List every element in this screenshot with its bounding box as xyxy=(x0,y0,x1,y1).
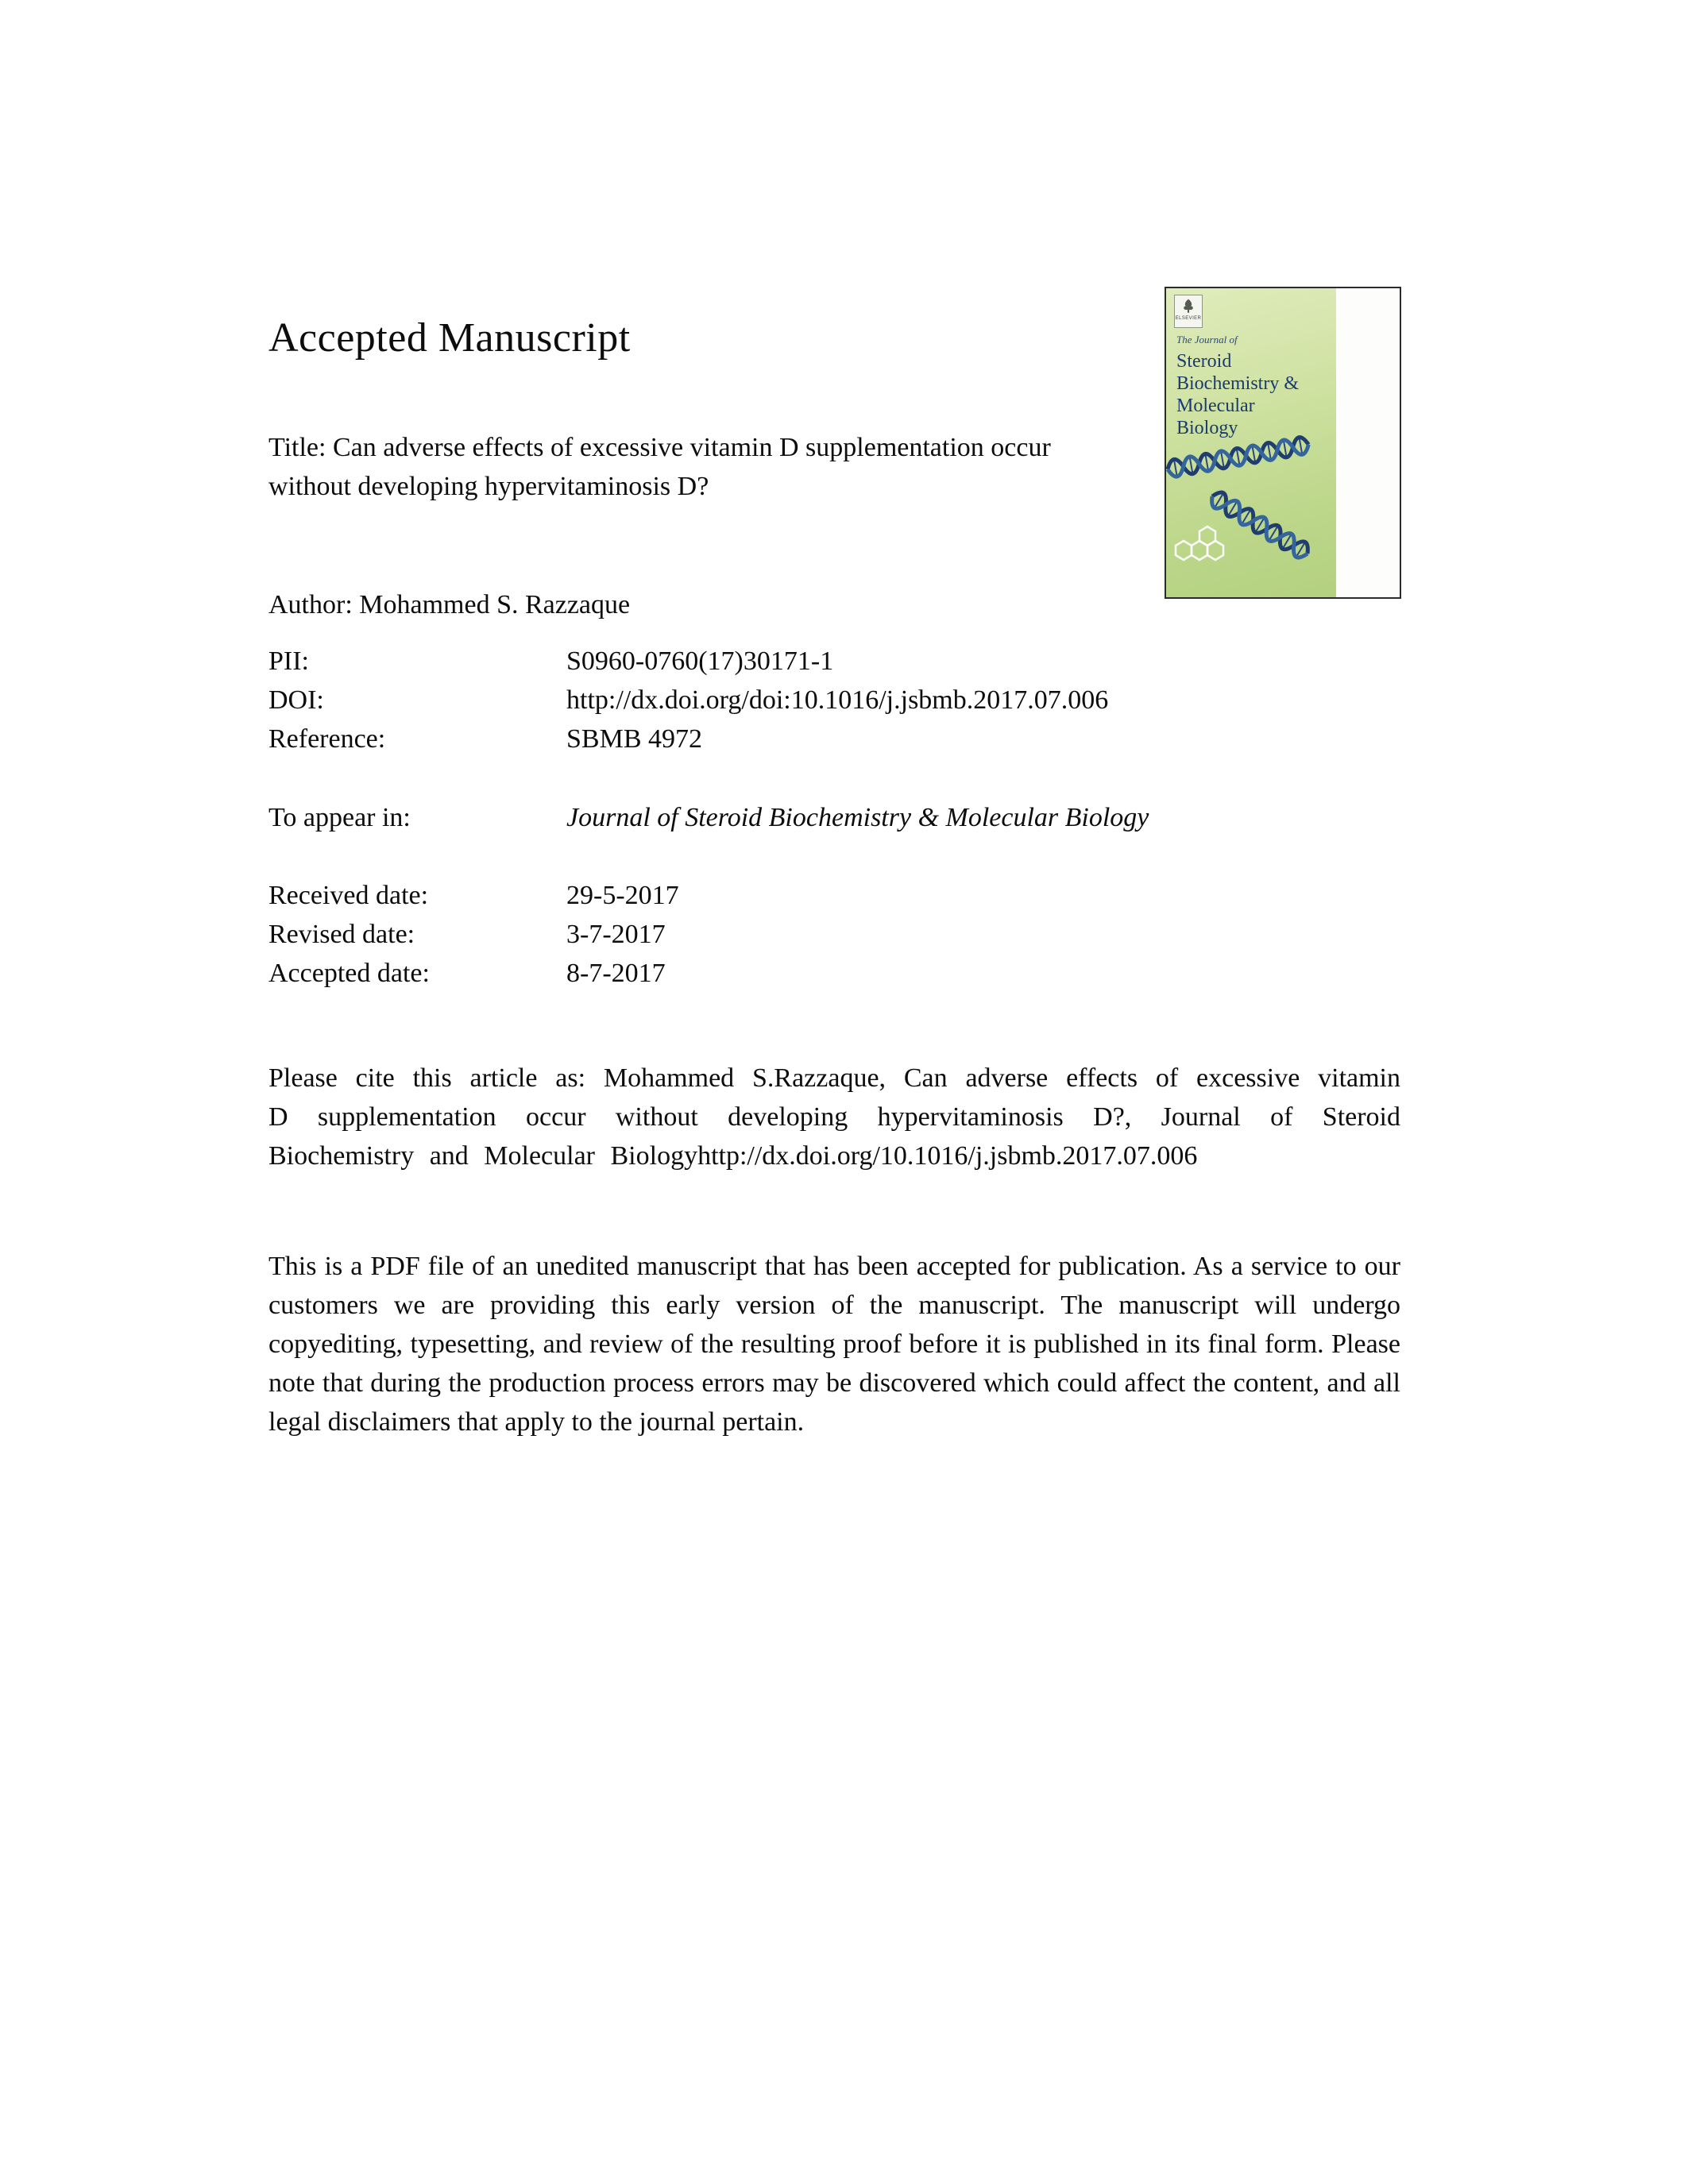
revised-date-label: Revised date: xyxy=(268,920,415,949)
accepted-date-value: 8-7-2017 xyxy=(566,959,666,988)
journal-imprint: The Journal of xyxy=(1176,334,1238,345)
revised-date-value: 3-7-2017 xyxy=(566,920,666,949)
article-title: Title: Can adverse effects of excessive vitamin D supplementation occur without developing hypervitaminosis D? xyxy=(268,433,1051,501)
doi-link[interactable]: http://dx.doi.org/doi:10.1016/j.jsbmb.2017.07.006 xyxy=(566,685,1109,715)
article-author: Author: Mohammed S. Razzaque xyxy=(268,590,631,619)
to-appear-row xyxy=(268,798,1400,837)
disclaimer-paragraph: This is a PDF file of an unedited manuscript that has been accepted for publication. As a service to our customers we are providing this early version of the manuscript. The manuscript will undergo copyediting, typesetting, and review of the resulting proof before it is published in its final form. Please note that during the production process errors may be discovered which could affect the content, and all legal disclaimers that apply to the journal pertain. xyxy=(268,1252,1400,1437)
meta-row-reference xyxy=(268,720,1400,758)
elsevier-logo-label: ELSEVIER xyxy=(1175,316,1202,321)
journal-cover-background xyxy=(1166,288,1336,597)
to-appear-label: To appear in: xyxy=(268,803,411,832)
elsevier-tree-icon xyxy=(1180,297,1197,316)
elsevier-logo xyxy=(1174,295,1203,328)
steroid-rings-icon xyxy=(1176,527,1223,560)
citation-paragraph: Please cite this article as: Mohammed S.Razzaque, Can adverse effects of excessive vitamin D supplementation occur without developing hypervitaminosis D?, Journal of Steroid Biochemistry and Molecular Biologyhttp://dx.doi.org/10.1016/j.jsbmb.2017.07.006 xyxy=(268,1063,1400,1171)
reference-value: SBMB 4972 xyxy=(566,724,702,754)
accepted-date-label: Accepted date: xyxy=(268,959,430,988)
journal-name-line: Molecular xyxy=(1176,396,1255,416)
journal-name-line: Biochemistry & xyxy=(1176,373,1299,394)
dna-helix-art xyxy=(1166,407,1336,599)
date-row-received xyxy=(268,876,1400,915)
to-appear-journal: Journal of Steroid Biochemistry & Molecular Biology xyxy=(566,803,1149,832)
date-row-accepted xyxy=(268,954,1400,993)
reference-label: Reference: xyxy=(268,724,386,754)
date-row-revised xyxy=(268,915,1400,954)
journal-cover xyxy=(1165,287,1401,599)
received-date-value: 29-5-2017 xyxy=(566,881,679,910)
meta-row-doi xyxy=(268,681,1400,720)
article-metadata xyxy=(268,642,1400,758)
pii-label: PII: xyxy=(268,646,309,676)
meta-row-pii xyxy=(268,642,1400,681)
doi-label: DOI: xyxy=(268,685,324,715)
page-title: Accepted Manuscript xyxy=(268,314,631,361)
journal-name-line: Biology xyxy=(1176,418,1238,438)
pii-value: S0960-0760(17)30171-1 xyxy=(566,646,834,676)
received-date-label: Received date: xyxy=(268,881,429,910)
article-dates xyxy=(268,876,1400,993)
journal-name-line: Steroid xyxy=(1176,351,1232,372)
